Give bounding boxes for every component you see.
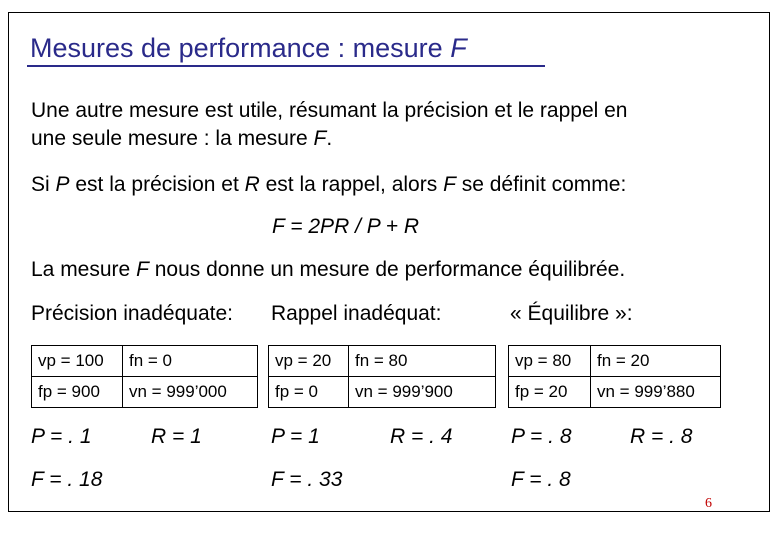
table-row (32, 377, 258, 408)
result-precision-f: F = . 18 (31, 468, 103, 491)
table-row (32, 346, 258, 377)
formula: F = 2PR / P + R (272, 215, 420, 238)
result-recall-p: P = 1 (271, 425, 320, 448)
table-cell-vn: vn = 999’880 (591, 377, 721, 408)
title-underline (27, 65, 545, 67)
heading-balanced: « Équilibre »: (510, 302, 633, 325)
confusion-table-precision (31, 345, 258, 408)
table-cell-fn: fn = 0 (123, 346, 258, 377)
result-recall-f: F = . 33 (271, 468, 343, 491)
intro-line-1: Une autre mesure est utile, résumant la précision et le rappel en (31, 99, 628, 122)
table-cell-fp: fp = 20 (509, 377, 591, 408)
result-balanced-r: R = . 8 (630, 425, 693, 448)
table-cell-fp: fp = 0 (269, 377, 349, 408)
table-cell-fp: fp = 900 (32, 377, 123, 408)
table-cell-vn: vn = 999’900 (349, 377, 496, 408)
result-precision-p: P = . 1 (31, 425, 92, 448)
intro-line-2: une seule mesure : la mesure F. (31, 127, 333, 150)
slide-title: Mesures de performance : mesure F (30, 33, 467, 63)
page-number: 6 (705, 496, 712, 511)
table-cell-fn: fn = 80 (349, 346, 496, 377)
table-cell-vp: vp = 100 (32, 346, 123, 377)
table-cell-vp: vp = 80 (509, 346, 591, 377)
table-cell-fn: fn = 20 (591, 346, 721, 377)
table-row (509, 377, 721, 408)
confusion-table-recall (268, 345, 496, 408)
heading-precision-inadequate: Précision inadéquate: (31, 302, 233, 325)
definition-text: Si P est la précision et R est la rappel, alors F se définit comme: (31, 173, 627, 196)
confusion-table-balanced (508, 345, 721, 408)
result-balanced-f: F = . 8 (511, 468, 571, 491)
heading-recall-inadequate: Rappel inadéquat: (271, 302, 442, 325)
result-recall-r: R = . 4 (390, 425, 453, 448)
table-cell-vp: vp = 20 (269, 346, 349, 377)
table-row (269, 346, 496, 377)
table-row (509, 346, 721, 377)
table-row (269, 377, 496, 408)
summary-text: La mesure F nous donne un mesure de performance équilibrée. (31, 258, 626, 281)
result-balanced-p: P = . 8 (511, 425, 572, 448)
result-precision-r: R = 1 (151, 425, 202, 448)
table-cell-vn: vn = 999’000 (123, 377, 258, 408)
